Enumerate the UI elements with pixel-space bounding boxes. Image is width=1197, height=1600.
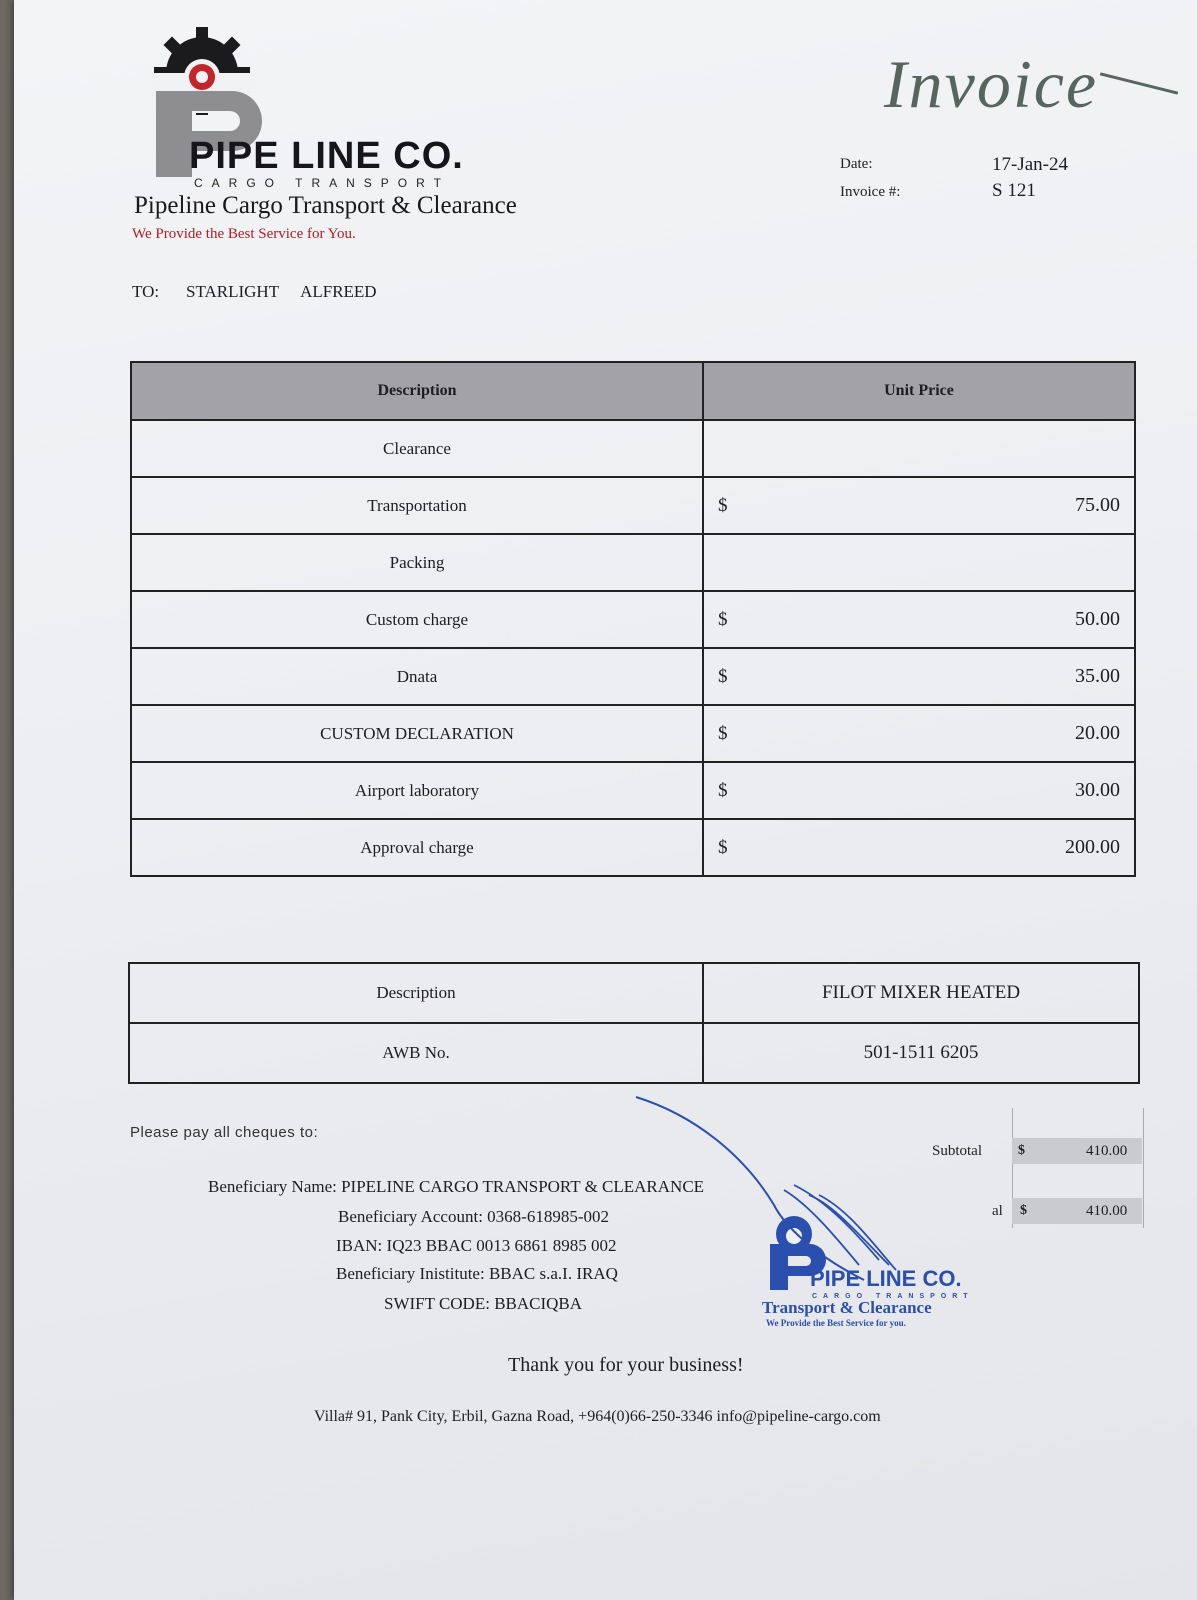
total-label: al — [992, 1203, 1003, 1219]
invoice-title: Invoice — [884, 46, 1099, 122]
shipment-value: 501-1511 6205 — [703, 1023, 1139, 1083]
stamp-service: Transport & Clearance — [762, 1298, 932, 1317]
row-description: Custom charge — [131, 591, 703, 648]
table-row — [131, 819, 1135, 876]
row-description: Airport laboratory — [131, 762, 703, 819]
stamp-wordmark: PIPE LINE CO. — [810, 1266, 962, 1291]
row-description: Approval charge — [131, 819, 703, 876]
row-description: CUSTOM DECLARATION — [131, 705, 703, 762]
date-label: Date: — [840, 156, 873, 172]
handwritten-signature — [634, 1095, 904, 1285]
shipment-value: FILOT MIXER HEATED — [703, 963, 1139, 1023]
row-price — [703, 762, 1135, 819]
stamp-tagline: We Provide the Best Service for you. — [766, 1318, 906, 1328]
currency-symbol: $ — [718, 495, 728, 516]
currency-symbol: $ — [718, 609, 728, 630]
price-amount: 200.00 — [1065, 836, 1120, 858]
total-amount: 410.00 — [1086, 1203, 1128, 1219]
stamp-subtitle: CARGO TRANSPORT — [812, 1293, 974, 1300]
payment-note: Please pay all cheques to: — [130, 1124, 319, 1141]
table-row — [131, 705, 1135, 762]
currency-symbol: $ — [718, 837, 728, 858]
table-row — [131, 477, 1135, 534]
table-header-row — [131, 362, 1135, 420]
row-description: Packing — [131, 534, 703, 591]
price-amount: 20.00 — [1075, 722, 1120, 744]
price-amount: 30.00 — [1075, 779, 1120, 801]
table-row — [131, 648, 1135, 705]
row-price — [703, 420, 1135, 477]
row-price — [703, 534, 1135, 591]
company-name: Pipeline Cargo Transport & Clearance — [134, 192, 517, 219]
table-row — [131, 534, 1135, 591]
table-row — [129, 1023, 1139, 1083]
table-row — [131, 420, 1135, 477]
beneficiary-name: Beneficiary Name: PIPELINE CARGO TRANSPORT & CLEARANCE — [208, 1177, 705, 1196]
table-row — [131, 591, 1135, 648]
logo-wordmark: PIPE LINE CO. — [189, 135, 464, 177]
iban: IBAN: IQ23 BBAC 0013 6861 8985 002 — [336, 1236, 617, 1255]
column-header-unit-price: Unit Price — [703, 362, 1135, 420]
charges-table — [130, 361, 1136, 877]
subtotal-amount: 410.00 — [1086, 1143, 1128, 1159]
shipment-table — [128, 962, 1140, 1084]
price-amount: 50.00 — [1075, 608, 1120, 630]
row-price — [703, 477, 1135, 534]
company-tagline: We Provide the Best Service for You. — [132, 226, 356, 242]
currency-symbol: $ — [718, 723, 728, 744]
swift-code: SWIFT CODE: BBACIQBA — [384, 1294, 583, 1313]
beneficiary-institute: Beneficiary Inistitute: BBAC s.a.I. IRAQ — [336, 1264, 618, 1283]
subtotal-label: Subtotal — [932, 1143, 983, 1159]
beneficiary-account: Beneficiary Account: 0368-618985-002 — [338, 1207, 609, 1226]
total-currency: $ — [1020, 1203, 1027, 1218]
shipment-label: Description — [129, 963, 703, 1023]
subtotal-currency: $ — [1018, 1143, 1025, 1158]
invoice-number-label: Invoice #: — [840, 184, 901, 200]
row-price — [703, 648, 1135, 705]
to-label: TO: — [132, 282, 160, 301]
invoice-page — [14, 0, 1197, 1600]
row-price — [703, 819, 1135, 876]
row-description: Clearance — [131, 420, 703, 477]
row-description: Transportation — [131, 477, 703, 534]
invoice-number: S 121 — [992, 180, 1036, 201]
recipient-name: STARLIGHT ALFREED — [186, 282, 377, 301]
title-dash — [1100, 72, 1178, 94]
column-header-description: Description — [131, 362, 703, 420]
price-amount: 75.00 — [1075, 494, 1120, 516]
price-amount: 35.00 — [1075, 665, 1120, 687]
row-price — [703, 591, 1135, 648]
table-row — [131, 762, 1135, 819]
table-row — [129, 963, 1139, 1023]
thank-you-note: Thank you for your business! — [508, 1354, 744, 1376]
currency-symbol: $ — [718, 780, 728, 801]
shipment-label: AWB No. — [129, 1023, 703, 1083]
logo-subtitle: CARGO TRANSPORT — [194, 176, 450, 190]
footer-contact: Villa# 91, Pank City, Erbil, Gazna Road, +964(0)66-250-3346 info@pipeline-cargo.com — [314, 1408, 881, 1425]
row-description: Dnata — [131, 648, 703, 705]
invoice-date: 17-Jan-24 — [992, 154, 1068, 175]
currency-symbol: $ — [718, 666, 728, 687]
row-price — [703, 705, 1135, 762]
